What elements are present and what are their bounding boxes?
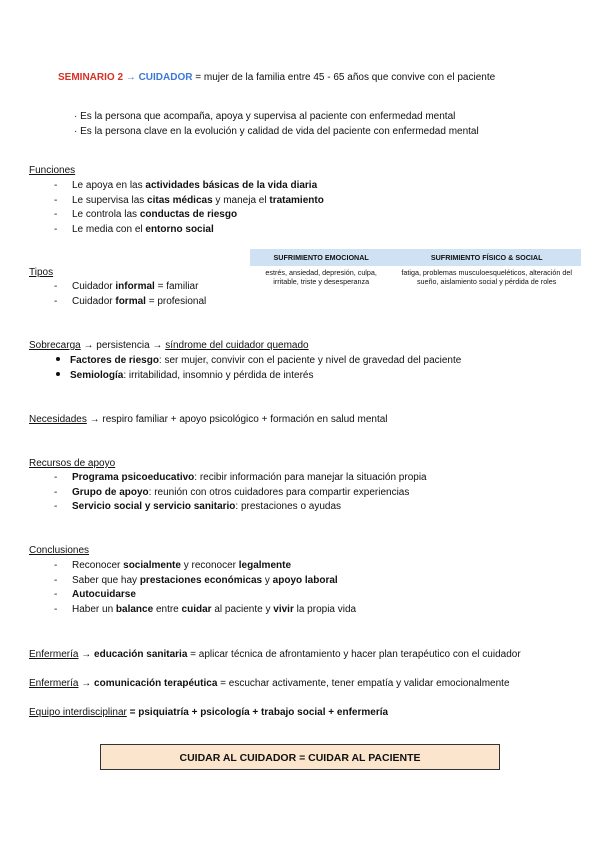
enfermeria-heading-2: Enfermería bbox=[29, 678, 79, 689]
conclusiones-item-3: - Autocuidarse bbox=[54, 589, 136, 600]
small-dot-icon: · bbox=[74, 111, 78, 122]
funciones-item-1: - Le apoya en las actividades básicas de la vida diaria bbox=[54, 180, 318, 191]
conclusiones-item-4: - Haber un balance entre cuidar al paciente y vivir la propia vida bbox=[54, 604, 357, 615]
table-header-fisico-social: SUFRIMIENTO FÍSICO & SOCIAL bbox=[392, 249, 581, 266]
sobrecarga-item-1: Factores de riesgo: ser mujer, convivir con el paciente y nivel de gravedad del paciente bbox=[54, 355, 461, 366]
funciones-item-3: - Le controla las conductas de riesgo bbox=[54, 209, 238, 220]
sobrecarga-line: Sobrecarga → persistencia → síndrome del cuidador quemado bbox=[29, 340, 309, 351]
funciones-item-4: - Le media con el entorno social bbox=[54, 224, 214, 235]
funciones-item-2: - Le supervisa las citas médicas y maneja el tratamiento bbox=[54, 195, 324, 206]
table-cell-fisico-social: fatiga, problemas musculoesqueléticos, alteración del sueño, aislamiento social y pérdida de roles bbox=[401, 268, 572, 286]
recursos-item-1: - Programa psicoeducativo: recibir información para manejar la situación propia bbox=[54, 472, 427, 483]
recursos-item-3: - Servicio social y servicio sanitario: prestaciones o ayudas bbox=[54, 501, 342, 512]
sindrome-text: síndrome del cuidador quemado bbox=[165, 340, 309, 351]
small-dot-icon: · bbox=[74, 126, 78, 137]
page-title bbox=[58, 72, 495, 83]
recursos-heading: Recursos de apoyo bbox=[29, 458, 116, 469]
bullet-icon bbox=[56, 372, 60, 376]
necesidades-heading: Necesidades bbox=[29, 414, 87, 425]
tipos-item-1: - Cuidador informal = familiar bbox=[54, 281, 199, 292]
suffering-table bbox=[250, 249, 581, 289]
tipos-heading: Tipos bbox=[29, 267, 54, 278]
necesidades-line: Necesidades → respiro familiar + apoyo psicológico + formación en salud mental bbox=[29, 414, 388, 425]
intro-point-1: · Es la persona que acompaña, apoya y supervisa al paciente con enfermedad mental bbox=[74, 111, 456, 122]
enfermeria-comunicacion-line: Enfermería → comunicación terapéutica = escuchar activamente, tener empatía y validar emocionalmente bbox=[29, 678, 510, 689]
table-cell-emocional: estrés, ansiedad, depresión, culpa, irritable, triste y desesperanza bbox=[265, 268, 377, 286]
equipo-line: Equipo interdisciplinar = psiquiatría + psicología + trabajo social + enfermería bbox=[29, 707, 389, 718]
tipos-item-2: - Cuidador formal = profesional bbox=[54, 296, 207, 307]
conclusiones-item-2: - Saber que hay prestaciones económicas y apoyo laboral bbox=[54, 575, 338, 586]
title-arrow: → bbox=[125, 72, 136, 83]
enfermeria-heading-1: Enfermería bbox=[29, 649, 79, 660]
bullet-icon bbox=[56, 357, 60, 361]
funciones-heading: Funciones bbox=[29, 165, 76, 176]
title-definition: = mujer de la familia entre 45 - 65 años que convive con el paciente bbox=[195, 72, 496, 83]
enfermeria-educacion-line: Enfermería → educación sanitaria = aplicar técnica de afrontamiento y hacer plan terapéutico con el cuidador bbox=[29, 649, 521, 660]
intro-point-2: · Es la persona clave en la evolución y calidad de vida del paciente con enfermedad mental bbox=[74, 126, 479, 137]
title-seminario: SEMINARIO 2 bbox=[58, 72, 124, 83]
conclusiones-heading: Conclusiones bbox=[29, 545, 90, 556]
equipo-heading: Equipo interdisciplinar bbox=[29, 707, 127, 718]
sobrecarga-heading: Sobrecarga bbox=[29, 340, 81, 351]
table-header-emocional: SUFRIMIENTO EMOCIONAL bbox=[250, 249, 392, 266]
conclusion-box: CUIDAR AL CUIDADOR = CUIDAR AL PACIENTE bbox=[100, 744, 500, 770]
conclusiones-item-1: - Reconocer socialmente y reconocer legalmente bbox=[54, 560, 292, 571]
sobrecarga-item-2: Semiología: irritabilidad, insomnio y pérdida de interés bbox=[54, 370, 313, 381]
title-cuidador: CUIDADOR bbox=[138, 72, 193, 83]
recursos-item-2: - Grupo de apoyo: reunión con otros cuidadores para compartir experiencias bbox=[54, 487, 410, 498]
